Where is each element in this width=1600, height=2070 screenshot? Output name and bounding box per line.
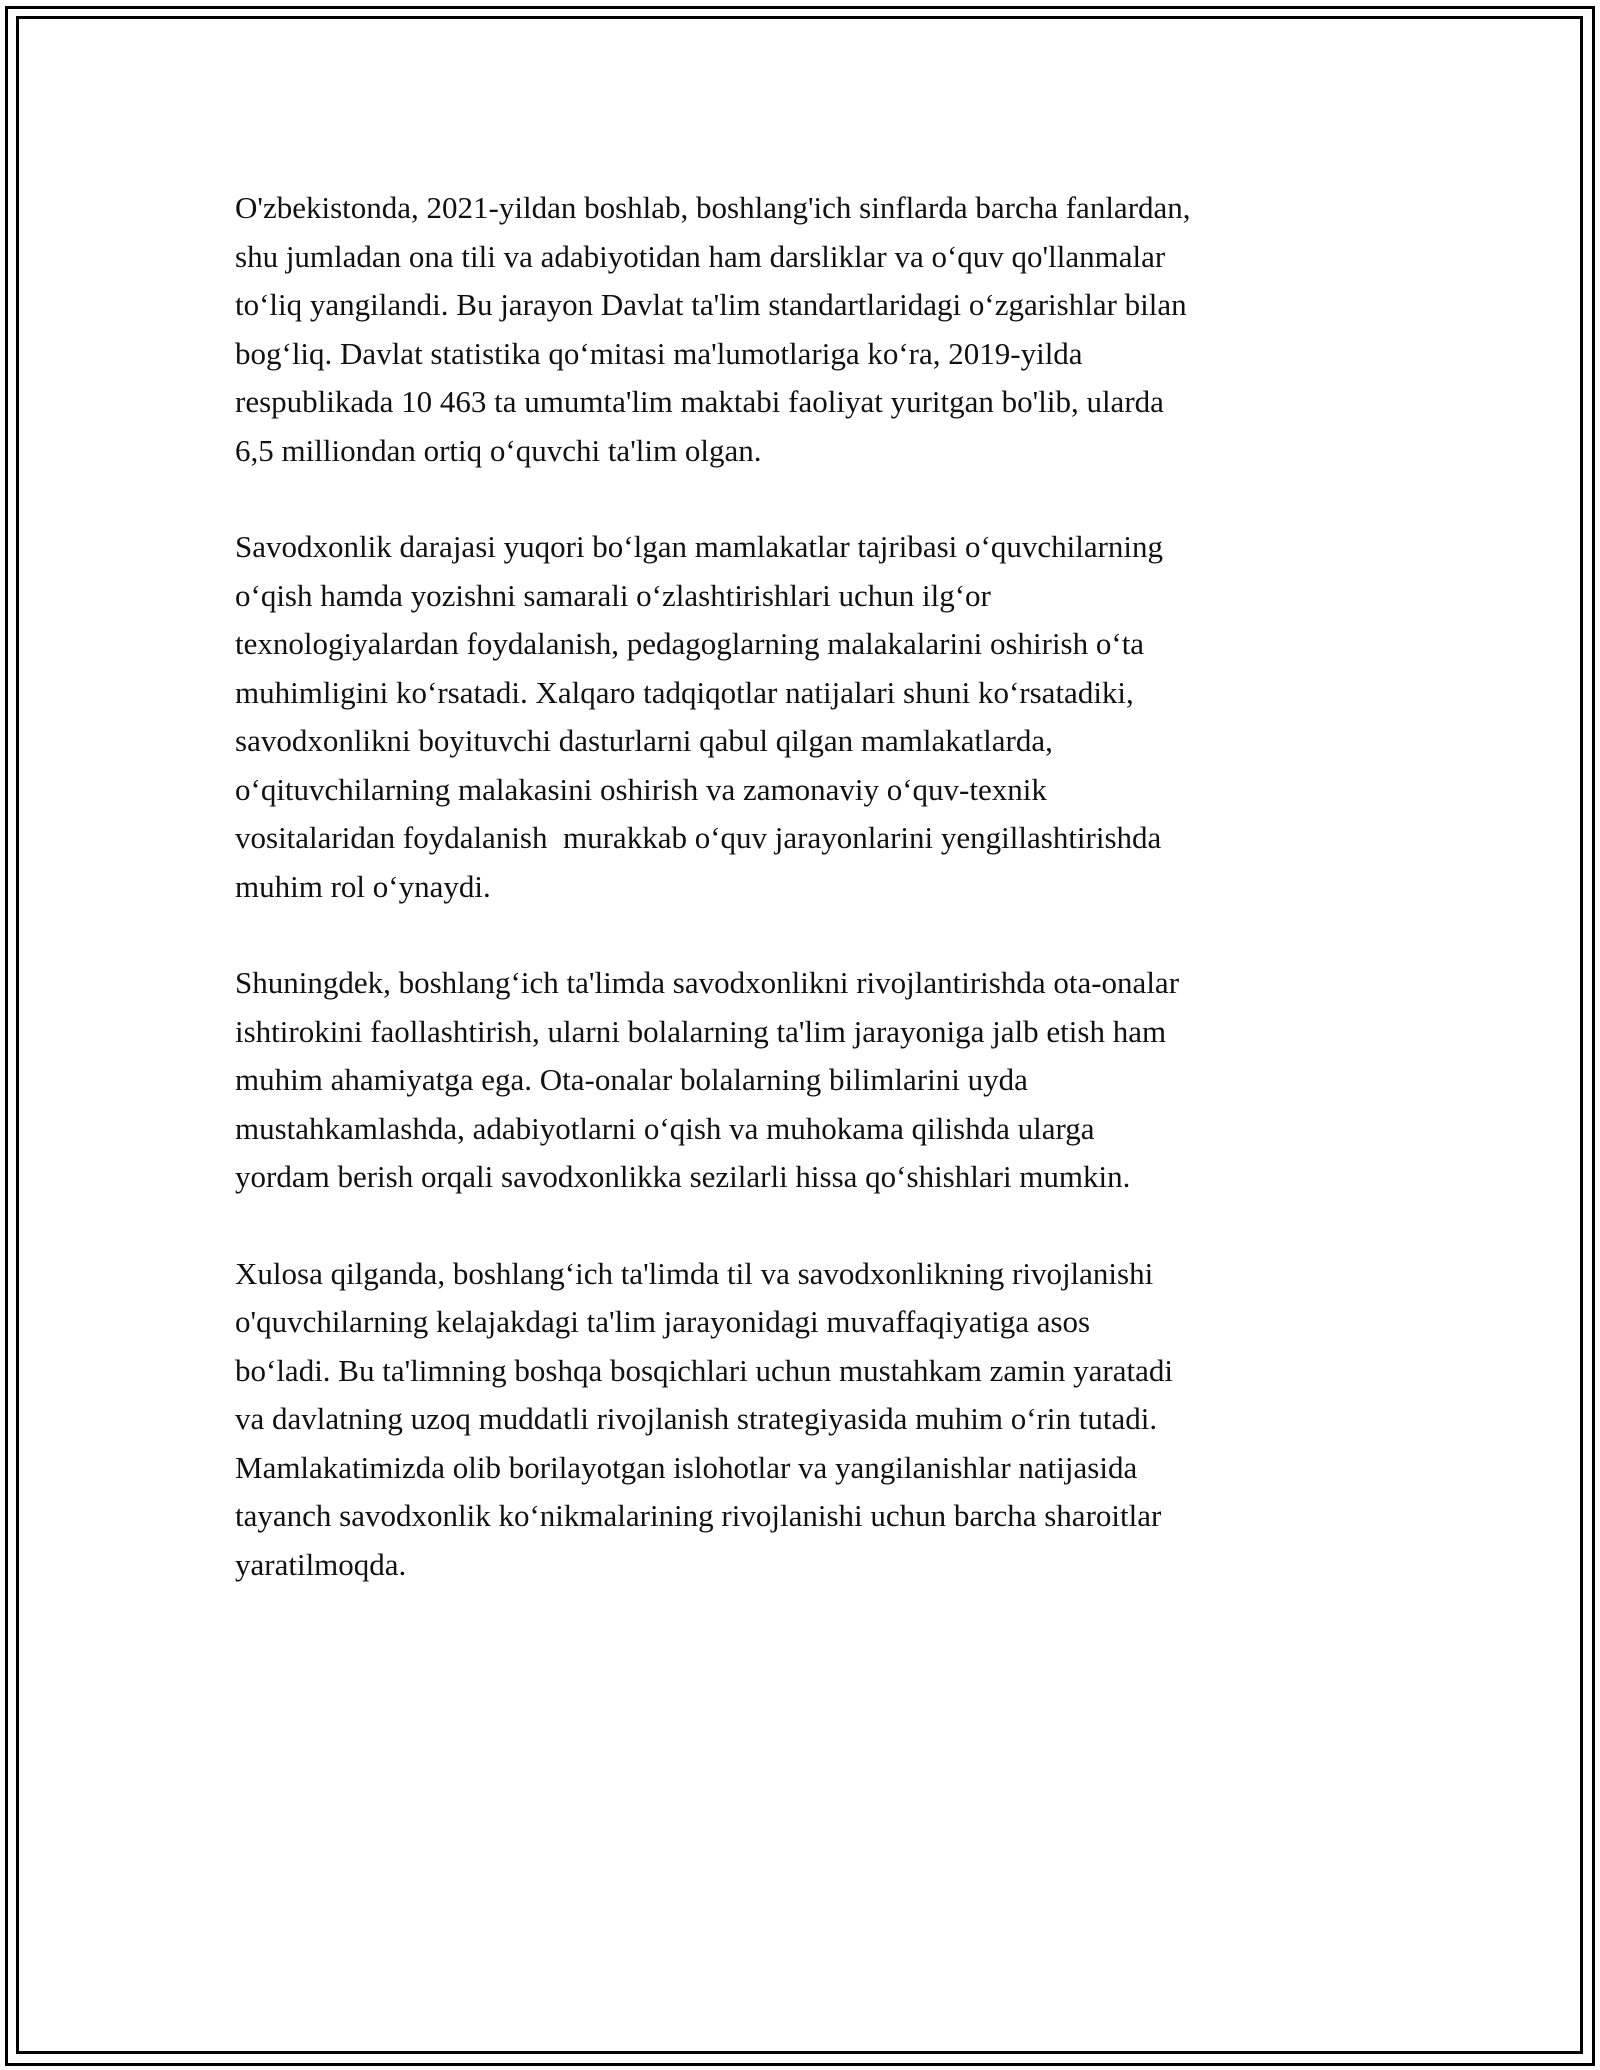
document-body <box>235 184 1375 1637</box>
text-line: va davlatning uzoq muddatli rivojlanish strategiyasida muhim o‘rin tutadi. <box>235 1401 1158 1436</box>
text-line: yordam berish orqali savodxonlikka sezilarli hissa qo‘shishlari mumkin. <box>235 1159 1131 1194</box>
text-line: muhim rol o‘ynaydi. <box>235 868 491 904</box>
text-line: yaratilmoqda. <box>235 1546 407 1582</box>
text-line: o'quvchilarning kelajakdagi ta'lim jarayonidagi muvaffaqiyatiga asos <box>235 1304 1091 1339</box>
text-line: texnologiyalardan foydalanish, pedagoglarning malakalarini oshirish o‘ta <box>235 626 1145 661</box>
paragraph <box>235 1250 1375 1590</box>
text-line: shu jumladan ona tili va adabiyotidan ham darsliklar va o‘quv qo'llanmalar <box>235 238 1166 274</box>
text-line: muhim ahamiyatga ega. Ota-onalar bolalarning bilimlarini uyda <box>235 1062 1028 1097</box>
text-line: o‘qish hamda yozishni samarali o‘zlashtirishlari uchun ilg‘or <box>235 577 991 613</box>
text-line: Savodxonlik darajasi yuqori bo‘lgan mamlakatlar tajribasi o‘quvchilarning <box>235 529 1164 564</box>
text-line: O'zbekistonda, 2021-yildan boshlab, boshlang'ich sinflarda barcha fanlardan, <box>235 190 1191 225</box>
text-line: ishtirokini faollashtirish, ularni bolalarning ta'lim jarayoniga jalb etish ham <box>235 1013 1167 1049</box>
paragraph <box>235 184 1375 475</box>
text-line: Shuningdek, boshlang‘ich ta'limda savodxonlikni rivojlantirishda ota-onalar <box>235 965 1180 1000</box>
text-line: vositalaridan foydalanish murakkab o‘quv jarayonlarini yengillashtirishda <box>235 820 1162 855</box>
text-line: Mamlakatimizda olib borilayotgan islohotlar va yangilanishlar natijasida <box>235 1449 1138 1485</box>
text-line: savodxonlikni boyituvchi dasturlarni qabul qilgan mamlakatlarda, <box>235 723 1053 758</box>
paragraph <box>235 523 1375 911</box>
text-line: to‘liq yangilandi. Bu jarayon Davlat ta'lim standartlaridagi o‘zgarishlar bilan <box>235 287 1187 322</box>
paragraph <box>235 959 1375 1202</box>
text-line: mustahkamlashda, adabiyotlarni o‘qish va muhokama qilishda ularga <box>235 1110 1095 1146</box>
text-line: o‘qituvchilarning malakasini oshirish va zamonaviy o‘quv-texnik <box>235 771 1047 807</box>
text-line: 6,5 milliondan ortiq o‘quvchi ta'lim olgan. <box>235 432 762 468</box>
text-line: bog‘liq. Davlat statistika qo‘mitasi ma'lumotlariga ko‘ra, 2019-yilda <box>235 335 1083 371</box>
text-line: bo‘ladi. Bu ta'limning boshqa bosqichlari uchun mustahkam zamin yaratadi <box>235 1352 1173 1388</box>
text-line: muhimligini ko‘rsatadi. Xalqaro tadqiqotlar natijalari shuni ko‘rsatadiki, <box>235 674 1134 710</box>
text-line: respublikada 10 463 ta umumta'lim maktabi faoliyat yuritgan bo'lib, ularda <box>235 384 1164 419</box>
text-line: Xulosa qilganda, boshlang‘ich ta'limda til va savodxonlikning rivojlanishi <box>235 1255 1154 1291</box>
text-line: tayanch savodxonlik ko‘nikmalarining rivojlanishi uchun barcha sharoitlar <box>235 1498 1162 1533</box>
